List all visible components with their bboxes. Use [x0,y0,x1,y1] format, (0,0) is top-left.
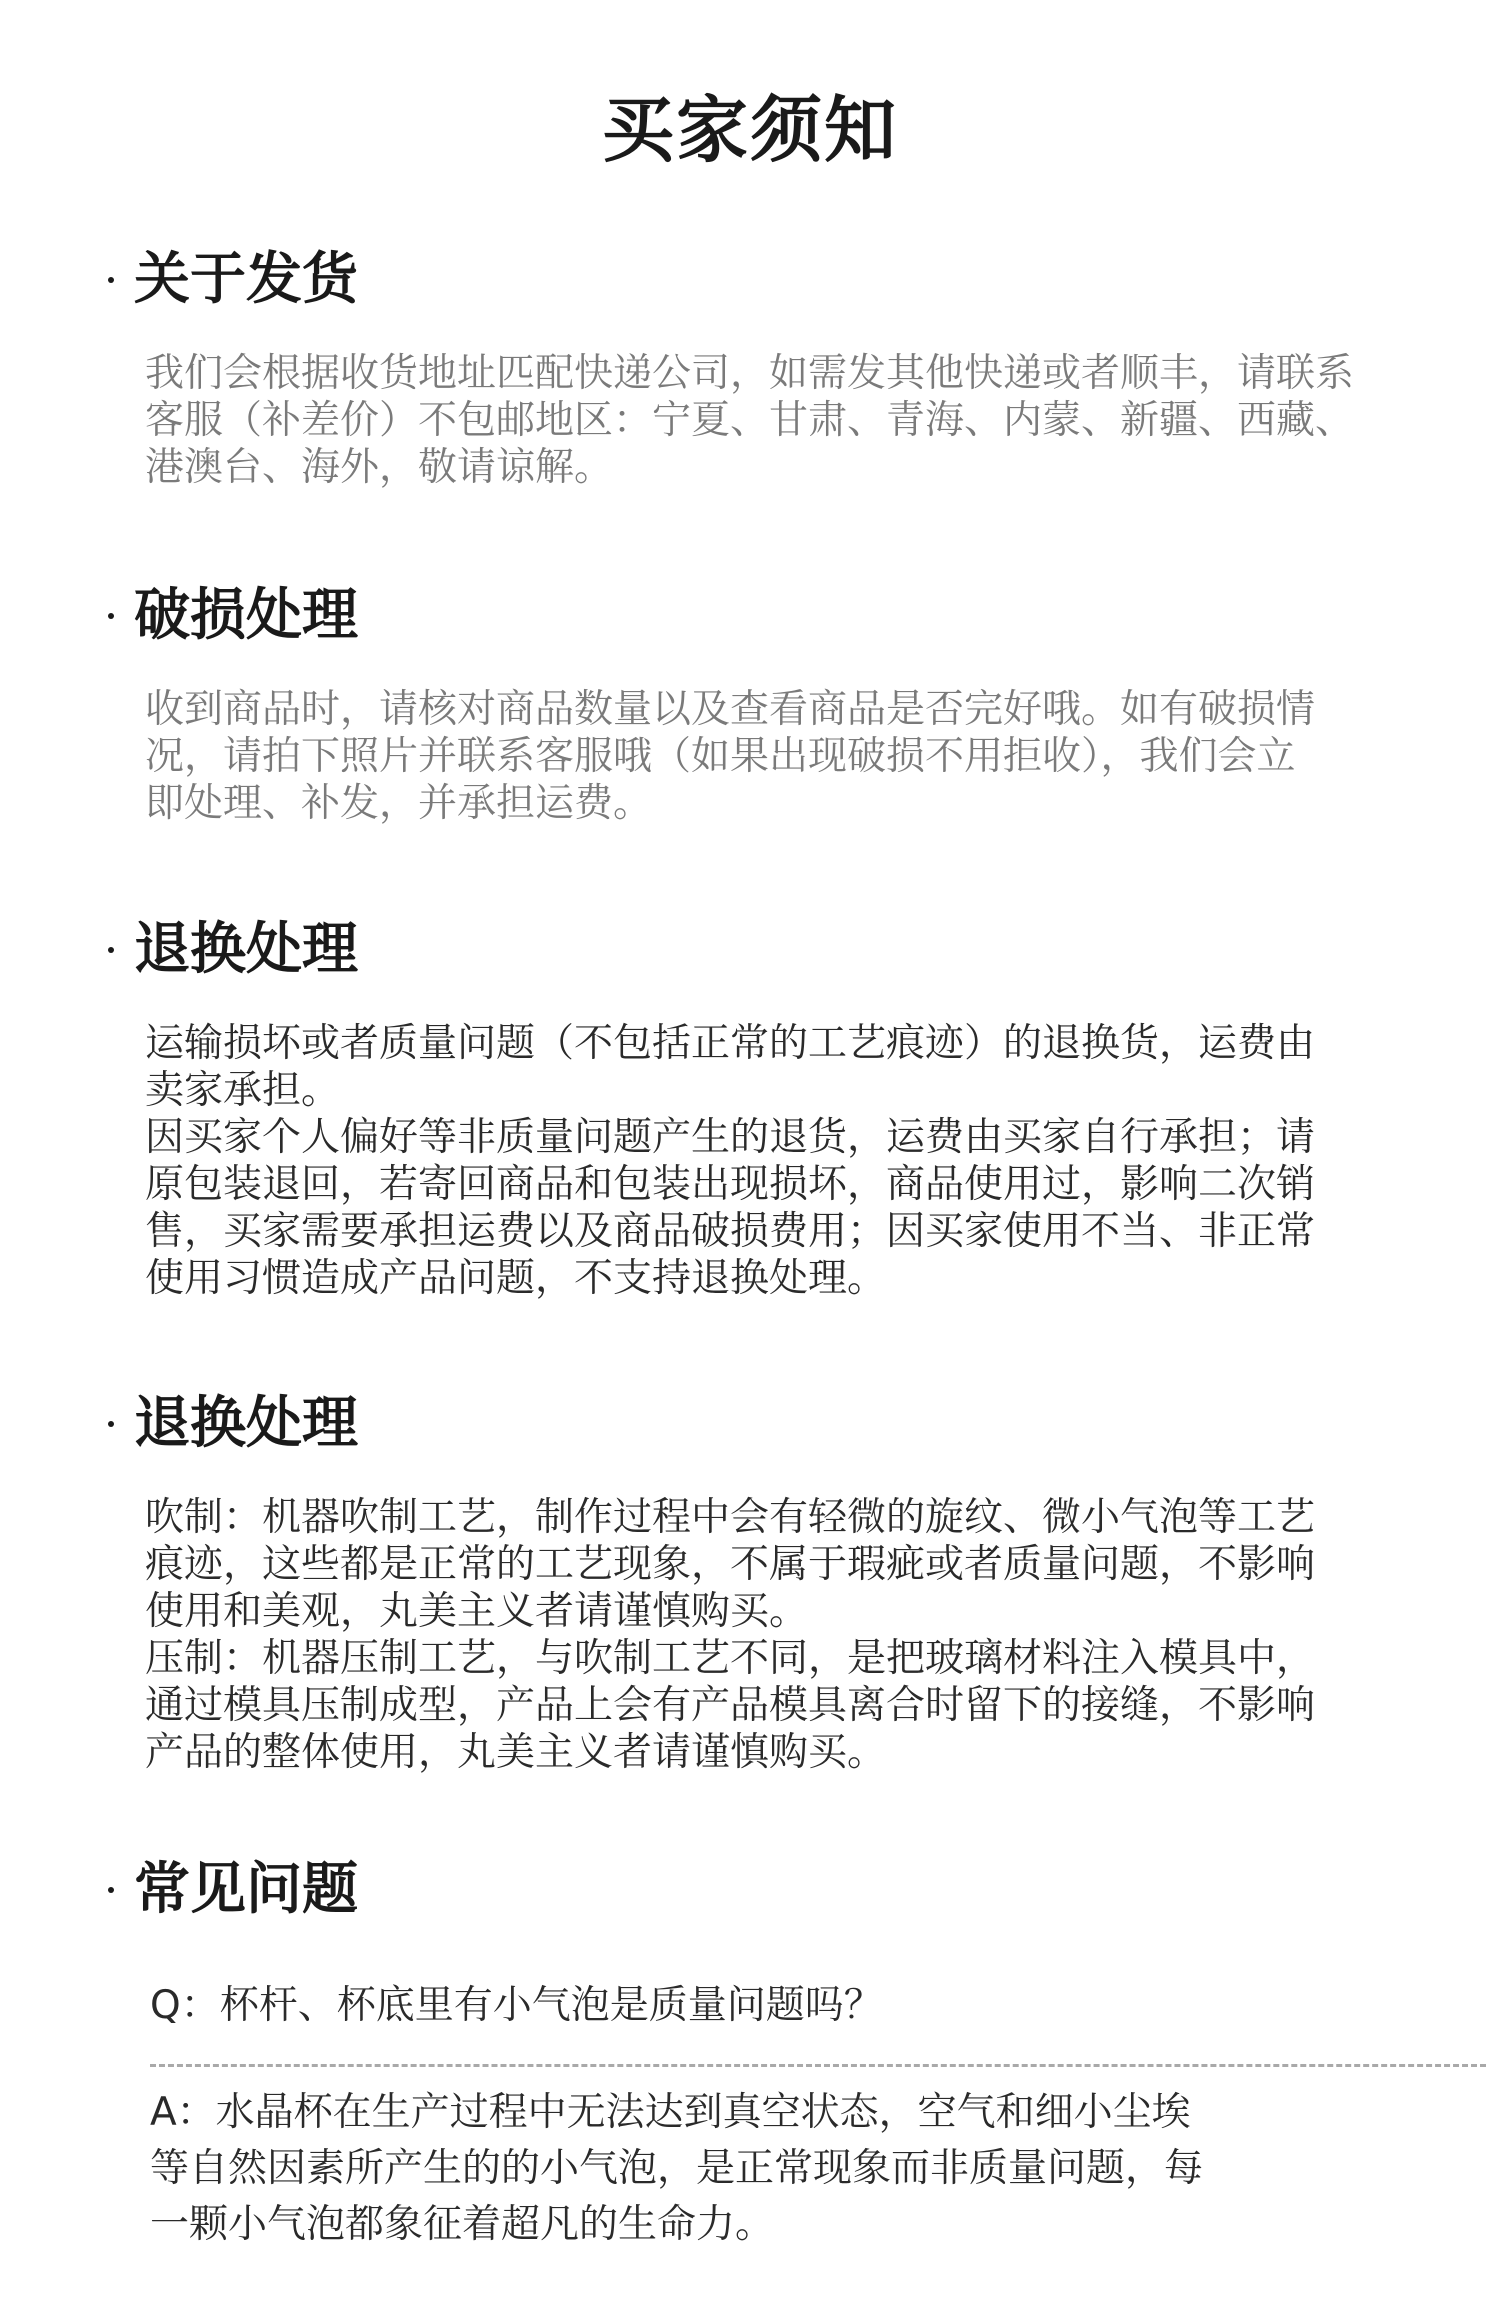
section-craft [108,1384,1438,1776]
section-title: 关于发货 [134,247,358,312]
dashed-divider [150,2064,1486,2067]
bullet-dot-icon [108,1887,114,1893]
section-heading [108,576,1438,656]
section-heading [108,1384,1438,1464]
section-title: 常见问题 [134,1857,358,1922]
bullet-dot-icon [108,277,114,283]
section-body: 运输损坏或者质量问题（不包括正常的工艺痕迹）的退换货，运费由 卖家承担。 因买家个人偏好等非质量问题产生的退货，运费由买家自行承担；请 原包装退回，若寄回商品和包装出现损坏，商品使用过，影响二次销 售，买家需要承担运费以及商品破损费用；因买家使用不当、非正常 使用习惯造成产品问题，不支持退换处理。 [145,1021,1316,1301]
bullet-dot-icon [108,613,114,619]
faq-answer: A：水晶杯在生产过程中无法达到真空状态，空气和细小尘埃 等自然因素所产生的的小气泡，是正常现象而非质量问题，每 一颗小气泡都象征着超凡的生命力。 [150,2090,1204,2247]
section-body: 吹制：机器吹制工艺，制作过程中会有轻微的旋纹、微小气泡等工艺 痕迹，这些都是正常的工艺现象，不属于瑕疵或者质量问题，不影响 使用和美观，丸美主义者请谨慎购买。 压制：机器压制工艺，与吹制工艺不同，是把玻璃材料注入模具中， 通过模具压制成型，产品上会有产品模具离合时留下的接缝，不影响 产品的整体使用，丸美主义者请谨慎购买。 [145,1495,1316,1775]
section-heading [108,240,1438,320]
section-title: 破损处理 [134,583,358,648]
section-heading [108,1850,1438,1930]
bullet-dot-icon [108,947,114,953]
section-damage [108,576,1438,827]
faq-question: Q：杯杆、杯底里有小气泡是质量问题吗？ [150,1983,883,2028]
bullet-dot-icon [108,1421,114,1427]
section-title: 退换处理 [134,1391,358,1456]
page-title: 买家须知 [601,88,898,172]
section-body: 我们会根据收货地址匹配快递公司，如需发其他快递或者顺丰，请联系 客服（补差价）不包邮地区：宁夏、甘肃、青海、内蒙、新疆、西藏、 港澳台、海外，敬请谅解。 [145,351,1355,490]
section-body: 收到商品时，请核对商品数量以及查看商品是否完好哦。如有破损情 况，请拍下照片并联系客服哦（如果出现破损不用拒收），我们会立 即处理、补发，并承担运费。 [145,687,1316,826]
section-shipping [108,240,1438,491]
section-heading [108,910,1438,990]
section-faq [108,1850,1438,2253]
section-title: 退换处理 [134,917,358,982]
section-returns [108,910,1438,1302]
